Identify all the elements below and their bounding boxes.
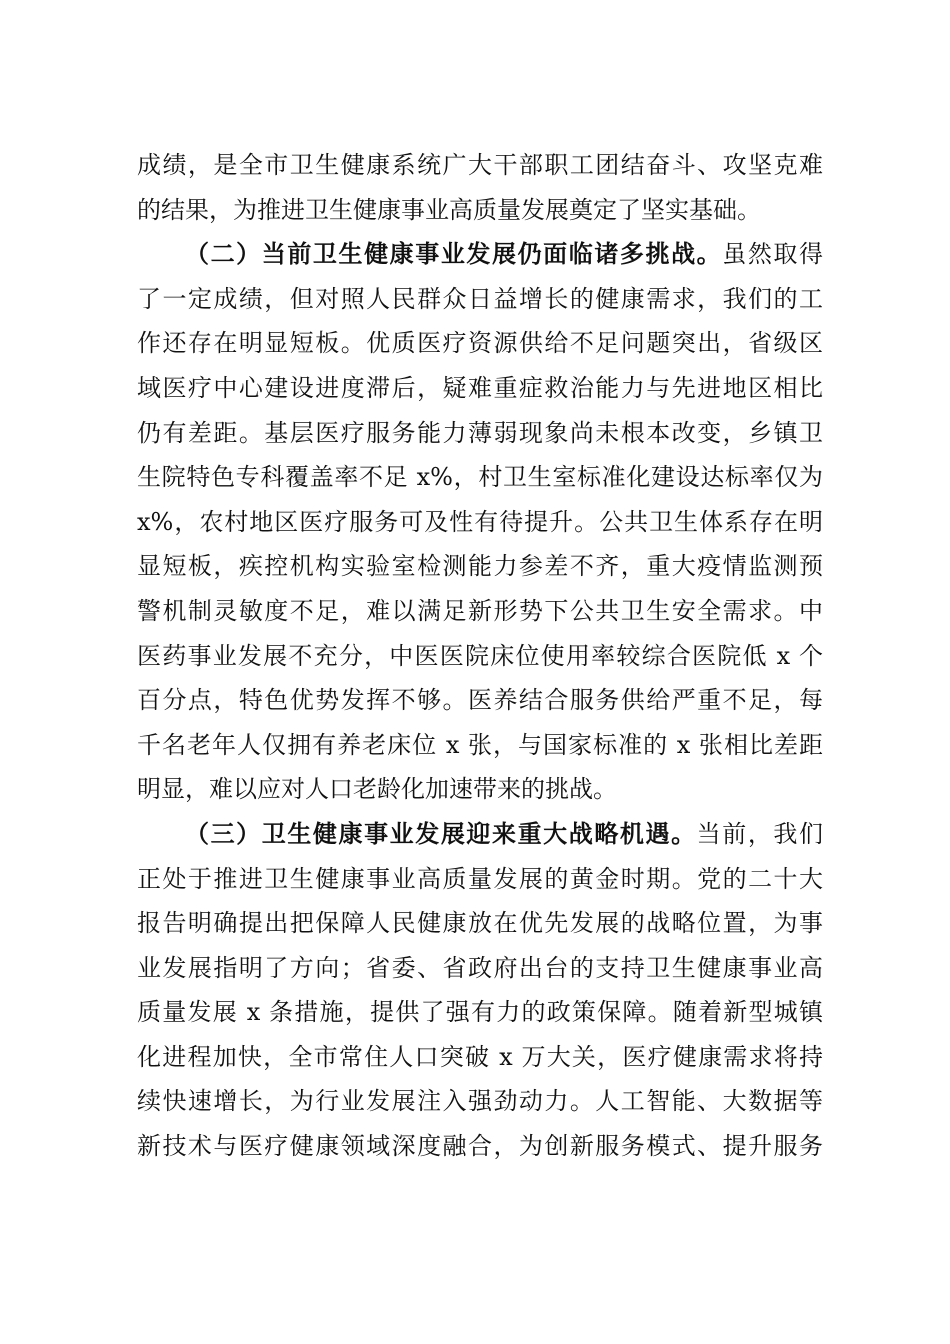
text-line: 报告明确提出把保障人民健康放在优先发展的战略位置，为事 [137, 909, 823, 938]
text-line: 明显，难以应对人口老龄化加速带来的挑战。 [137, 775, 617, 804]
text-line: 续快速增长，为行业发展注入强劲动力。人工智能、大数据等 [137, 1087, 823, 1116]
text-line: 的结果，为推进卫生健康事业高质量发展奠定了坚实基础。 [137, 195, 761, 224]
text-line: 成绩，是全市卫生健康系统广大干部职工团结奋斗、攻坚克难 [137, 151, 823, 179]
text-line: 业发展指明了方向；省委、省政府出台的支持卫生健康事业高 [137, 953, 823, 982]
text-line: 千名老年人仅拥有养老床位 x 张，与国家标准的 x 张相比差距 [137, 730, 823, 759]
text-line: 了一定成绩，但对照人民群众日益增长的健康需求，我们的工 [137, 284, 823, 313]
text-line: 新技术与医疗健康领域深度融合，为创新服务模式、提升服务 [137, 1132, 823, 1161]
text-line: 显短板，疾控机构实验室检测能力参差不齐，重大疫情监测预 [137, 552, 823, 581]
paragraph-3 [137, 812, 823, 1169]
section-heading-line [137, 812, 823, 857]
paragraph-2 [137, 232, 823, 812]
paragraph-1 [137, 143, 823, 232]
text-line: 警机制灵敏度不足，难以满足新形势下公共卫生安全需求。中 [137, 596, 823, 625]
text-line: 化进程加快，全市常住人口突破 x 万大关，医疗健康需求将持 [137, 1042, 823, 1071]
section-heading: （二）当前卫生健康事业发展仍面临诸多挑战。 [185, 239, 723, 269]
text-span: 虽然取得 [722, 240, 823, 269]
text-line: 生院特色专科覆盖率不足 x%，村卫生室标准化建设达标率仅为 [137, 463, 823, 492]
text-line: 域医疗中心建设进度滞后，疑难重症救治能力与先进地区相比 [137, 373, 823, 402]
section-heading: （三）卫生健康事业发展迎来重大战略机遇。 [185, 818, 697, 848]
text-line: 百分点，特色优势发挥不够。医养结合服务供给严重不足，每 [137, 686, 823, 715]
text-line: 作还存在明显短板。优质医疗资源供给不足问题突出，省级区 [137, 329, 823, 358]
text-line: 正处于推进卫生健康事业高质量发展的黄金时期。党的二十大 [137, 864, 823, 893]
text-line: 仍有差距。基层医疗服务能力薄弱现象尚未根本改变，乡镇卫 [137, 418, 823, 447]
text-line: x%，农村地区医疗服务可及性有待提升。公共卫生体系存在明 [137, 507, 823, 536]
text-span: 当前，我们 [696, 819, 824, 848]
text-line: 医药事业发展不充分，中医医院床位使用率较综合医院低 x 个 [137, 641, 823, 670]
document-page [137, 143, 823, 1169]
section-heading-line [137, 232, 823, 277]
text-line: 质量发展 x 条措施，提供了强有力的政策保障。随着新型城镇 [137, 998, 823, 1027]
